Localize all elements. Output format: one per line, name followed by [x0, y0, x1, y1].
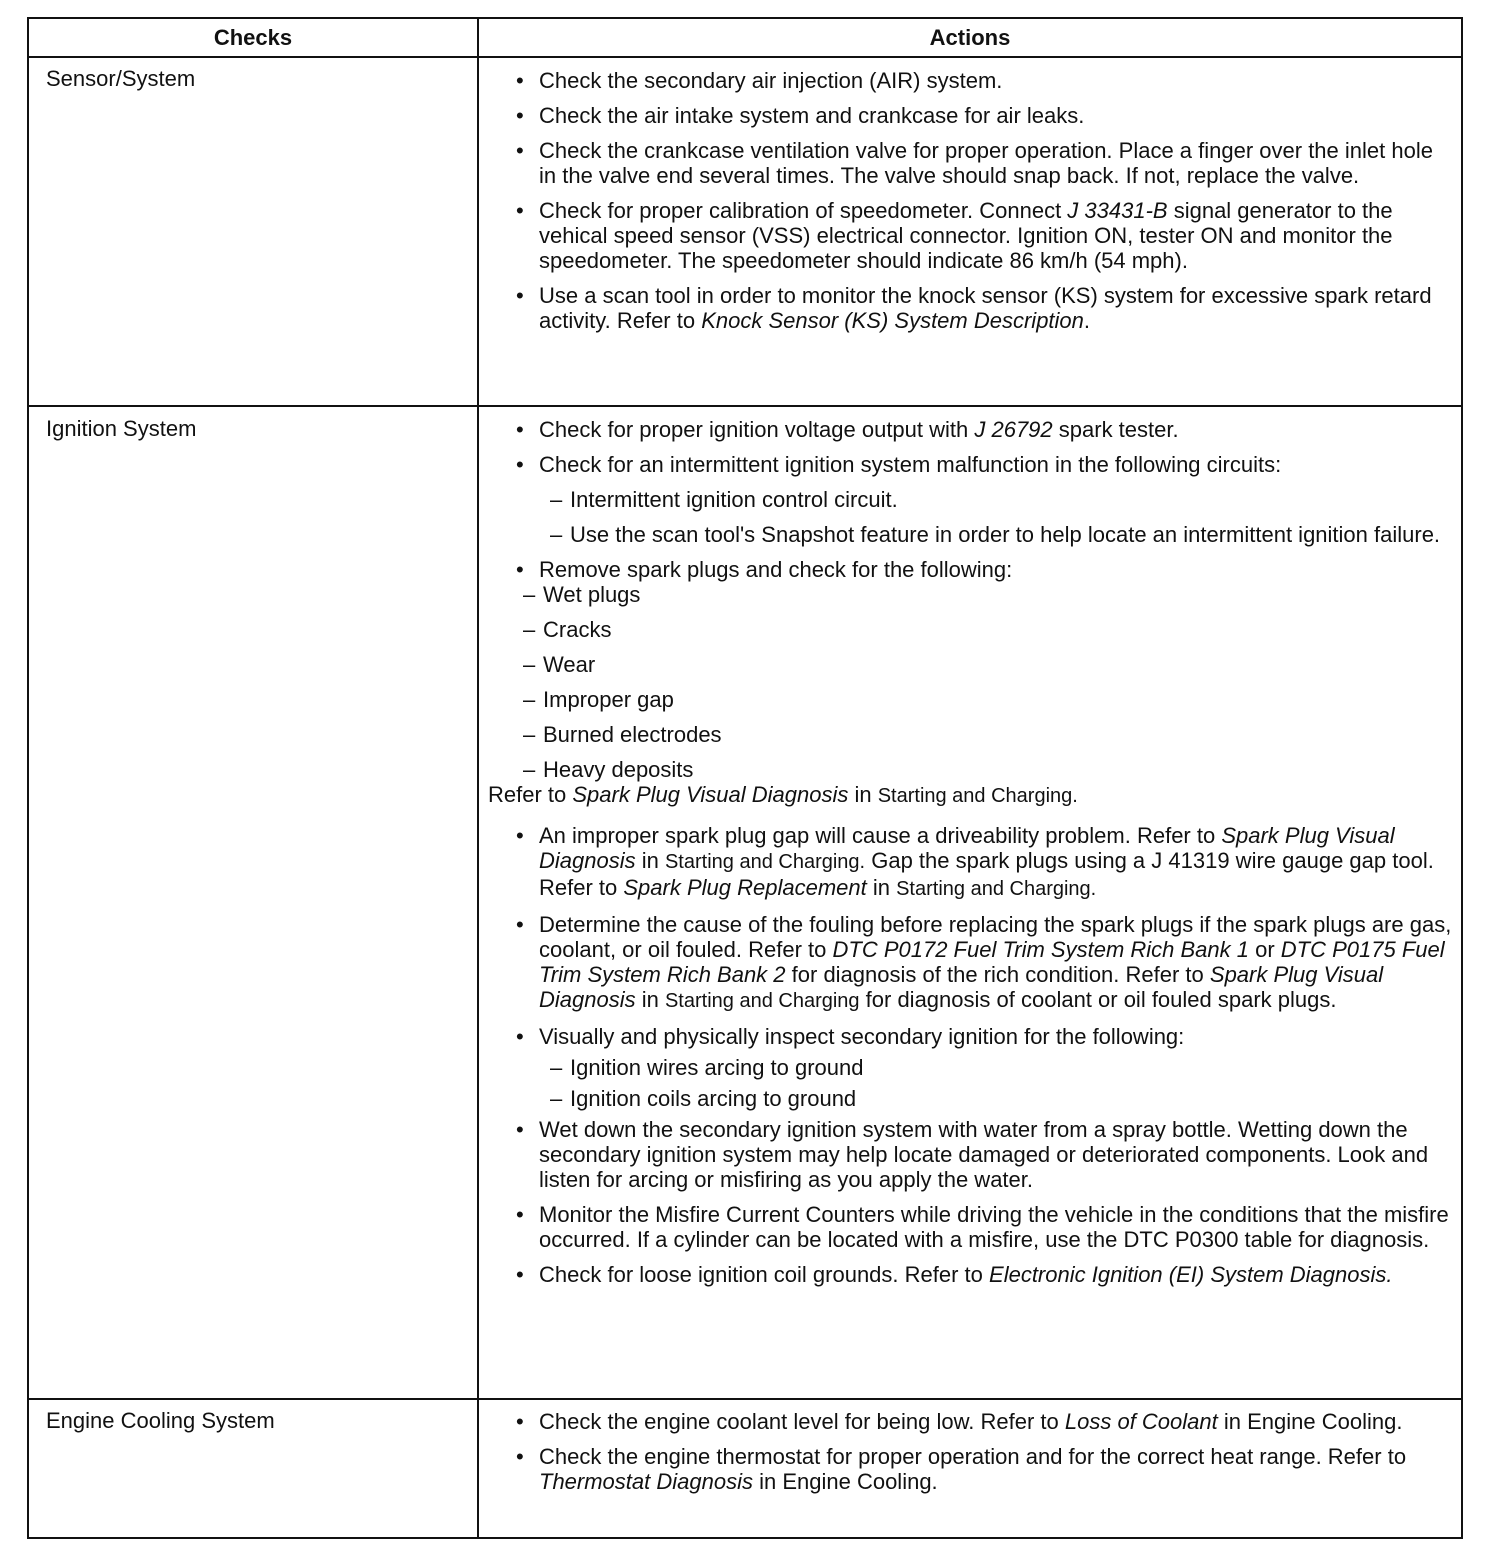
list-item: • Check the air intake system and crankcase for air leaks.	[488, 103, 1454, 128]
list-item: • Check for loose ignition coil grounds. Refer to Electronic Ignition (EI) System Diagnosis.	[488, 1262, 1454, 1287]
list-subitem: – Ignition coils arcing to ground	[488, 1086, 1454, 1111]
list-subitem: – Cracks	[488, 617, 1454, 642]
list-item: • Check the crankcase ventilation valve for proper operation. Place a finger over the inlet hole in the valve end several times. The valve should snap back. If not, replace the valve.	[488, 138, 1454, 188]
check-sensor-system: Sensor/System	[46, 66, 196, 91]
check-ignition-system: Ignition System	[46, 416, 197, 441]
list-item: • Monitor the Misfire Current Counters while driving the vehicle in the conditions that the misfire occurred. If a cylinder can be located with a misfire, use the DTC P0300 table for diagnosis.	[488, 1202, 1454, 1252]
list-item: • Check for proper calibration of speedometer. Connect J 33431-B signal generator to the vehical speed sensor (VSS) electrical connector. Ignition ON, tester ON and monitor the speedometer. The speedometer should indicate 86 km/h (54 mph).	[488, 198, 1454, 273]
header-divider	[27, 56, 1463, 58]
column-divider	[477, 17, 479, 1539]
header-checks: Checks	[213, 25, 293, 50]
list-subitem: – Use the scan tool's Snapshot feature in order to help locate an intermittent ignition failure.	[488, 522, 1454, 547]
list-item: • Check for proper ignition voltage output with J 26792 spark tester.	[488, 417, 1454, 442]
list-item: • Check for an intermittent ignition system malfunction in the following circuits:	[488, 452, 1454, 477]
check-engine-cooling-system: Engine Cooling System	[46, 1408, 275, 1433]
row-divider	[27, 405, 1463, 407]
actions-engine-cooling-system	[488, 1409, 1454, 1504]
list-subitem: – Improper gap	[488, 687, 1454, 712]
list-subitem: – Wet plugs	[488, 582, 1454, 607]
list-subitem: – Burned electrodes	[488, 722, 1454, 747]
list-item: • Determine the cause of the fouling before replacing the spark plugs if the spark plugs are gas, coolant, or oil fouled. Refer to DTC P0172 Fuel Trim System Rich Bank 1 or DTC P0175 Fuel Trim System Rich Bank 2 for diagnosis of the rich condition. Refer to Spark Plug Visual Diagnosis in Starting and Charging for diagnosis of coolant or oil fouled spark plugs.	[488, 912, 1454, 1014]
list-item: • Wet down the secondary ignition system with water from a spray bottle. Wetting down the secondary ignition system may help locate damaged or deteriorated components. Look and listen for arcing or misfiring as you apply the water.	[488, 1117, 1454, 1192]
list-item: • Check the engine coolant level for being low. Refer to Loss of Coolant in Engine Cooling.	[488, 1409, 1454, 1434]
list-item: • Check the secondary air injection (AIR) system.	[488, 68, 1454, 93]
list-subitem: – Intermittent ignition control circuit.	[488, 487, 1454, 512]
list-subitem: – Ignition wires arcing to ground	[488, 1055, 1454, 1080]
row-divider	[27, 1398, 1463, 1400]
list-subitem: – Wear	[488, 652, 1454, 677]
header-actions: Actions	[929, 25, 1011, 50]
actions-ignition-system	[488, 417, 1454, 1297]
list-subitem: – Heavy deposits	[488, 757, 1454, 782]
list-item: • Visually and physically inspect secondary ignition for the following:	[488, 1024, 1454, 1049]
refer-note: Refer to Spark Plug Visual Diagnosis in Starting and Charging.	[488, 782, 1078, 807]
actions-sensor-system	[488, 68, 1454, 343]
list-item: • Use a scan tool in order to monitor the knock sensor (KS) system for excessive spark retard activity. Refer to Knock Sensor (KS) System Description.	[488, 283, 1454, 333]
list-item: • Remove spark plugs and check for the following:	[488, 557, 1454, 582]
list-item: • An improper spark plug gap will cause a driveability problem. Refer to Spark Plug Visual Diagnosis in Starting and Charging. Gap the spark plugs using a J 41319 wire gauge gap tool. Refer to Spark Plug Replacement in Starting and Charging.	[488, 823, 1454, 902]
list-item: • Check the engine thermostat for proper operation and for the correct heat range. Refer to Thermostat Diagnosis in Engine Cooling.	[488, 1444, 1454, 1494]
